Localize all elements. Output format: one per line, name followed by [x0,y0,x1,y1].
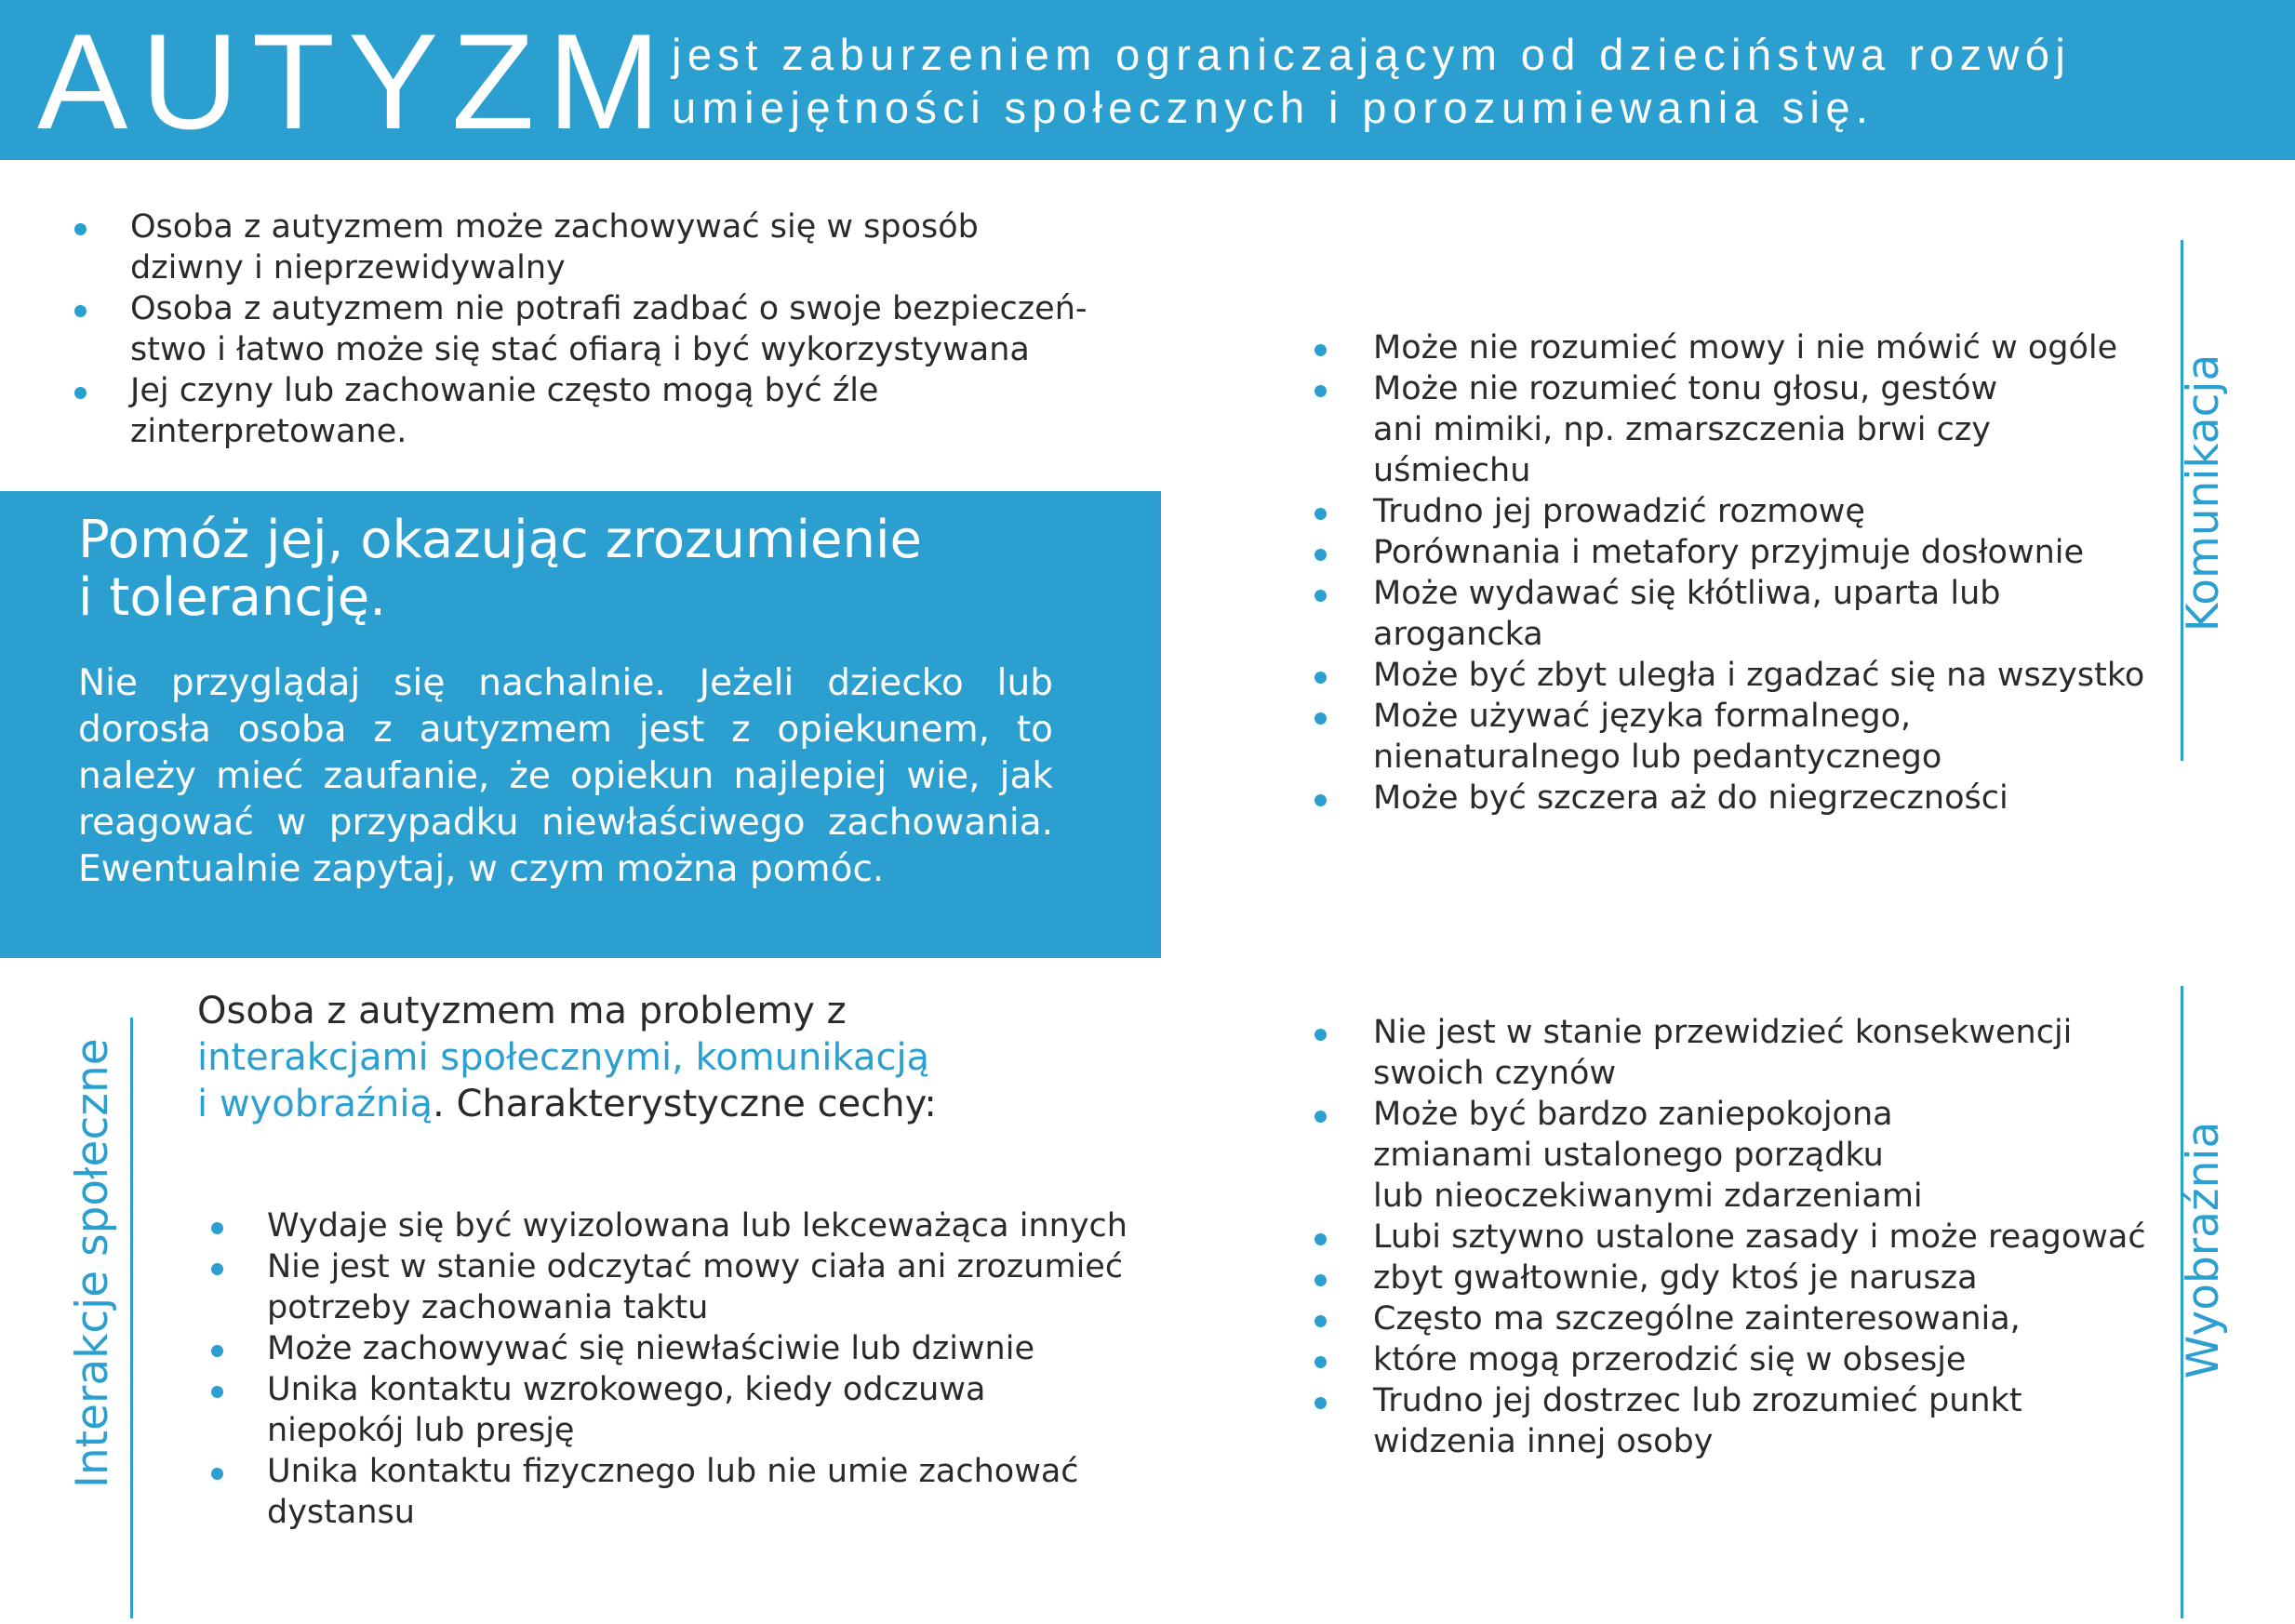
list-item: Nie jest w stanie odczytać mowy ciała ani zrozumieć potrzeby zachowania taktu [267,1246,1179,1328]
list-item: Może używać języka formalnego, nienaturalnego lub pedantycznego [1373,696,2192,778]
header-subtitle [672,28,2272,134]
list-item: Unika kontaktu fizycznego lub nie umie zachować dystansu [267,1451,1179,1533]
list-item: zbyt gwałtownie, gdy ktoś je narusza [1373,1258,2192,1298]
list-item: Może nie rozumieć tonu głosu, gestów ani mimiki, np. zmarszczenia brwi czy uśmiechu [1373,368,2192,491]
list-item: które mogą przerodzić się w obsesje [1373,1339,2192,1380]
bullet-icon [1314,1315,1327,1327]
communication-list [1373,327,2192,819]
communication-label: Komunikacja [2178,353,2229,632]
bullet-icon [211,1222,223,1234]
social-label: Interakcje społeczne [67,1038,118,1488]
bullet-icon [1314,1111,1327,1123]
list-item: Osoba z autyzmem może zachowywać się w sposób dziwny i nieprzewidywalny [130,206,1154,288]
social-intro: Osoba z autyzmem ma problemy z interakcjami społecznymi, komunikacją i wyobraźnią. Charakterystyczne cechy: [197,990,937,1125]
bullet-icon [74,387,87,399]
header-subtitle-line-2: umiejętności społecznych i porozumiewania się. [672,83,1875,132]
social-divider [130,1018,133,1618]
list-item: Osoba z autyzmem nie potrafi zadbać o swoje bezpieczeń- stwo i łatwo może się stać ofiarą i być wykorzystywana [130,288,1154,370]
help-box-heading: Pomóż jej, okazując zrozumienie i tolerancję. [78,510,922,628]
list-item: Może zachowywać się niewłaściwie lub dziwnie [267,1328,1179,1369]
list-item: Często ma szczególne zainteresowania, [1373,1298,2192,1339]
bullet-icon [1314,1233,1327,1245]
list-item: Lubi sztywno ustalone zasady i może reagować [1373,1217,2192,1258]
list-item: Może być zbyt uległa i zgadzać się na wszystko [1373,655,2192,696]
bullet-icon [1314,344,1327,356]
list-item: Trudno jej dostrzec lub zrozumieć punkt widzenia innej osoby [1373,1380,2192,1462]
bullet-icon [1314,1274,1327,1286]
bullet-icon [1314,1397,1327,1409]
bullet-icon [74,223,87,235]
header-subtitle-line-1: jest zaburzeniem ograniczającym od dzieciństwa rozwój [672,30,2072,79]
imagination-label: Wyobraźnia [2178,1121,2229,1379]
bullet-icon [211,1345,223,1357]
list-item: Wydaje się być wyizolowana lub lekceważąca innych [267,1205,1179,1246]
list-item: Może wydawać się kłótliwa, uparta lub arogancka [1373,573,2192,655]
help-box-body: Nie przyglądaj się nachalnie. Jeżeli dziecko lub dorosła osoba z autyzmem jest z opiekunem, to należy mieć zaufanie, że opiekun najlepiej wie, jak reagować w przypadku niewłaściwego zachowania. Ewentualnie zapytaj, w czym można pomóc. [78,662,1053,890]
list-item: Może być szczera aż do niegrzeczności [1373,778,2192,819]
bullet-icon [1314,1029,1327,1041]
bullet-icon [1314,508,1327,520]
bullet-icon [211,1468,223,1480]
bullet-icon [74,305,87,317]
bullet-icon [1314,590,1327,602]
bullet-icon [1314,794,1327,806]
imagination-list [1373,1012,2192,1462]
header-band [0,0,2295,160]
social-list [267,1205,1179,1533]
list-item: Trudno jej prowadzić rozmowę [1373,491,2192,532]
list-item: Unika kontaktu wzrokowego, kiedy odczuwa niepokój lub presję [267,1369,1179,1451]
bullet-icon [211,1263,223,1275]
intro-list [130,206,1154,452]
bullet-icon [1314,712,1327,725]
bullet-icon [1314,385,1327,397]
bullet-icon [1314,549,1327,561]
bullet-icon [211,1386,223,1398]
list-item: Może nie rozumieć mowy i nie mówić w ogóle [1373,327,2192,368]
list-item: Nie jest w stanie przewidzieć konsekwencji swoich czynów [1373,1012,2192,1094]
bullet-icon [1314,672,1327,684]
page-title: AUTYZM [37,6,674,157]
help-box [0,491,1161,958]
list-item: Porównania i metafory przyjmuje dosłownie [1373,532,2192,573]
list-item: Może być bardzo zaniepokojona zmianami ustalonego porządku lub nieoczekiwanymi zdarzeniami [1373,1094,2192,1217]
list-item: Jej czyny lub zachowanie często mogą być źle zinterpretowane. [130,370,1154,452]
bullet-icon [1314,1356,1327,1368]
